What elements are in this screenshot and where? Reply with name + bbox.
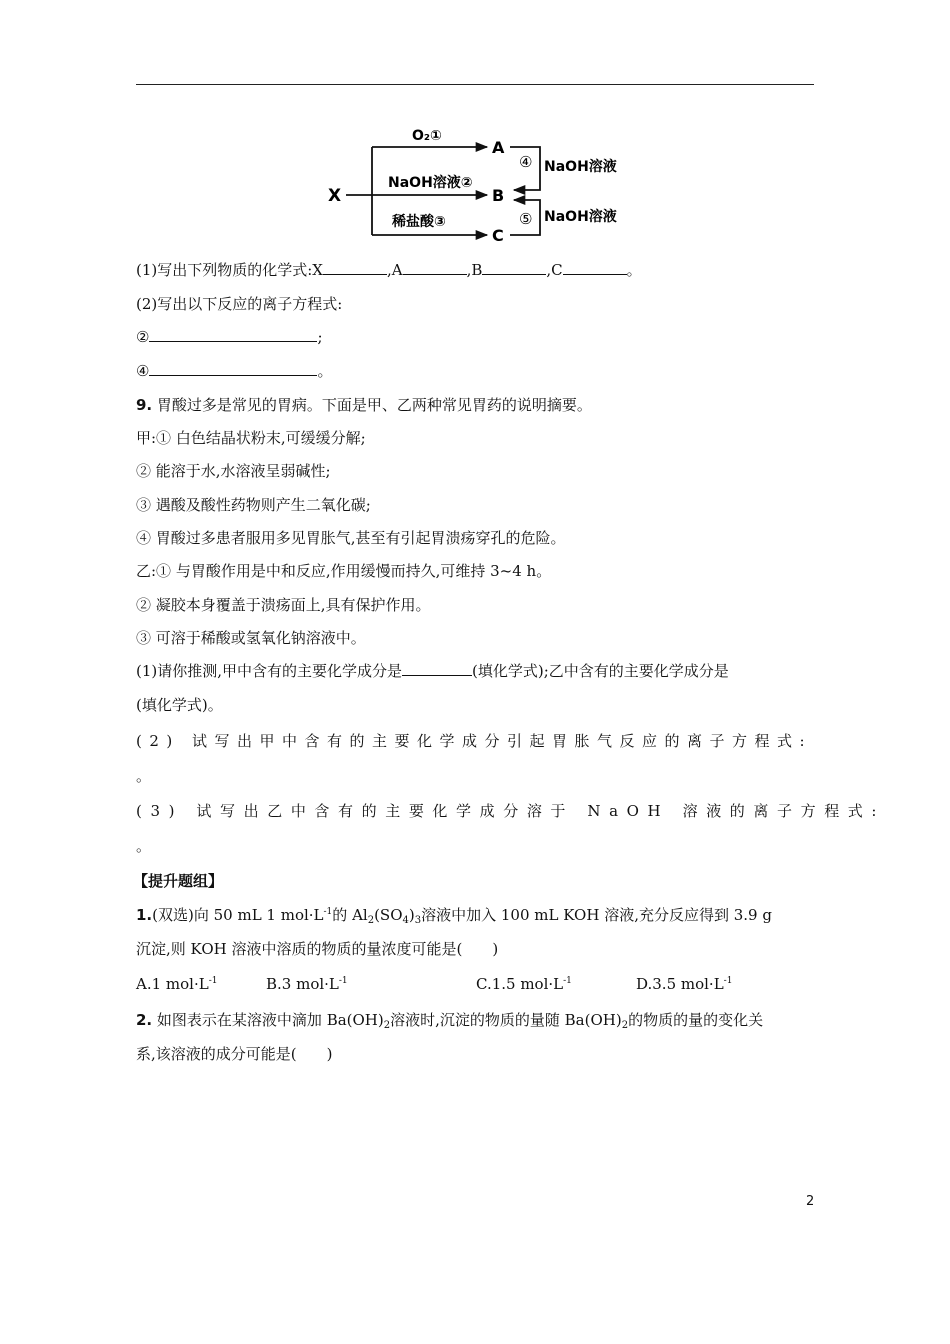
q9-jia-2: ② 能溶于水,水溶液呈弱碱性; xyxy=(136,462,331,480)
option-c[interactable]: C.1.5 $mol\cdot L^{-1}$ xyxy=(476,975,572,993)
q8-part2: (2)写出以下反应的离子方程式: xyxy=(136,295,343,313)
answer-blank-b[interactable] xyxy=(482,260,546,275)
q9-sub3: (3) 试写出乙中含有的主要化学成分溶于 NaOH 溶液的离子方程式: xyxy=(136,802,886,820)
reaction-diagram xyxy=(320,118,640,248)
q9-jia-1: 甲:① 白色结晶状粉末,可缓缓分解; xyxy=(136,429,366,447)
diagram-b: B xyxy=(492,186,505,205)
option-b[interactable]: B.3 $mol\cdot L^{-1}$ xyxy=(266,975,348,993)
reaction-5-label: ⑤ xyxy=(519,210,533,228)
q9-stem: 9. 胃酸过多是常见的胃病。下面是甲、乙两种常见胃药的说明摘要。 xyxy=(136,396,592,414)
reagent-2: NaOH溶液② xyxy=(388,175,473,191)
section-heading: 【提升题组】 xyxy=(133,872,224,890)
q8-part1: (1)写出下列物质的化学式:X ,A ,B ,C 。 xyxy=(136,261,642,279)
q9-jia-3: ③ 遇酸及酸性药物则产生二氧化碳; xyxy=(136,496,371,514)
q9-yi-3: ③ 可溶于稀酸或氢氧化钠溶液中。 xyxy=(136,629,366,647)
reaction-4-reagent: NaOH溶液 xyxy=(544,159,617,175)
q9-sub1-line2: (填化学式)。 xyxy=(136,696,223,714)
q9-sub3-end: 。 xyxy=(136,837,152,855)
diagram-x: X xyxy=(328,186,342,206)
q8-eq4: ④ 。 xyxy=(136,362,333,380)
reagent-3: 稀盐酸③ xyxy=(392,214,446,230)
answer-blank-jia[interactable] xyxy=(402,661,472,676)
option-a[interactable]: A.1 $mol\cdot L^{-1}$ xyxy=(136,975,218,993)
reaction-5-reagent: NaOH溶液 xyxy=(544,209,617,225)
p1-line1: 1.(双选)向 50 mL 1 $mol\cdot L^{-1}$的 $Al_2(SO_4)_3$溶液中加入 100 mL KOH 溶液,充分反应得到 3.9 g xyxy=(136,906,772,926)
answer-blank-a[interactable] xyxy=(403,260,467,275)
answer-blank-c[interactable] xyxy=(563,260,627,275)
q9-sub1-line1: (1)请你推测,甲中含有的主要化学成分是 (填化学式);乙中含有的主要化学成分是 xyxy=(136,662,729,680)
q9-yi-1: 乙:① 与胃酸作用是中和反应,作用缓慢而持久,可维持 3~4 h。 xyxy=(136,562,552,580)
option-d[interactable]: D.3.5 $mol\cdot L^{-1}$ xyxy=(636,975,733,993)
q9-sub2-end: 。 xyxy=(136,767,152,785)
reaction-4-label: ④ xyxy=(519,153,533,171)
page-number: 2 xyxy=(806,1194,815,1209)
answer-blank-eq4[interactable] xyxy=(149,361,317,376)
q9-jia-4: ④ 胃酸过多患者服用多见胃胀气,甚至有引起胃溃疡穿孔的危险。 xyxy=(136,529,566,547)
answer-blank-eq2[interactable] xyxy=(149,327,317,342)
p1-line2: 沉淀,则 KOH 溶液中溶质的物质的量浓度可能是( ) xyxy=(136,940,499,958)
p2-line1: 2. 如图表示在某溶液中滴加 $Ba(OH)_2$溶液时,沉淀的物质的量随 $Ba(OH)_2$的物质的量的变化关 xyxy=(136,1011,764,1031)
diagram-a: A xyxy=(492,138,505,157)
header-rule xyxy=(136,84,814,85)
q8-eq2: ② ; xyxy=(136,328,323,346)
p2-line2: 系,该溶液的成分可能是( ) xyxy=(136,1045,333,1063)
reagent-1: O₂① xyxy=(412,128,442,144)
answer-blank-x[interactable] xyxy=(323,260,387,275)
q9-yi-2: ② 凝胶本身覆盖于溃疡面上,具有保护作用。 xyxy=(136,596,431,614)
diagram-c: C xyxy=(492,226,504,245)
q9-sub2: (2) 试写出甲中含有的主要化学成分引起胃胀气反应的离子方程式: xyxy=(136,732,813,750)
